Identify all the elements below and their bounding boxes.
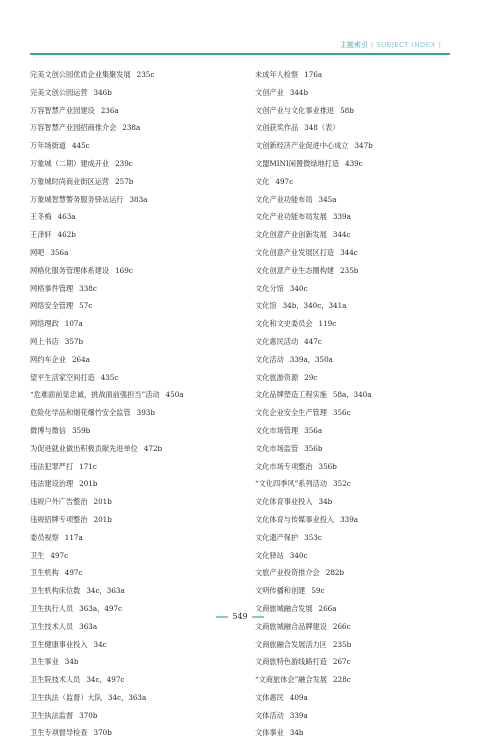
index-entry xyxy=(255,582,455,600)
index-page-ref: 340c xyxy=(289,283,308,293)
index-entry xyxy=(255,226,455,244)
index-term: 卫生专项督导检查 xyxy=(30,728,88,738)
index-page-ref: 119c xyxy=(318,319,337,329)
index-entry xyxy=(255,173,455,191)
index-term: 违法犯罪严打 xyxy=(30,461,74,471)
index-term: 委员视察 xyxy=(30,532,59,542)
index-term: 文创获奖作品 xyxy=(255,123,299,133)
index-entry xyxy=(30,440,230,458)
index-entry xyxy=(30,315,230,333)
index-page-ref: 266a xyxy=(318,603,337,613)
index-entry xyxy=(30,689,230,707)
index-term: 文化创意产业生态圈构建 xyxy=(255,265,335,275)
page-footer xyxy=(0,612,480,621)
index-page-ref: 339a xyxy=(332,212,351,222)
index-entry xyxy=(255,315,455,333)
index-term: 文商旅城融合发展 xyxy=(255,603,313,613)
index-page-ref: 34b，340c，341a xyxy=(282,301,347,311)
index-page-ref: 34b xyxy=(289,728,304,738)
index-term: 望平生活家空间打造 xyxy=(30,372,95,382)
index-page-ref: 235b xyxy=(340,265,359,275)
index-term: 文创新经济产业促进中心成立 xyxy=(255,141,349,151)
index-term: 卫生院技术人员 xyxy=(30,675,81,685)
index-page-ref: 347b xyxy=(354,141,373,151)
index-page-ref: 264a xyxy=(71,354,90,364)
index-entry xyxy=(30,280,230,298)
footer-dash-right xyxy=(252,616,264,618)
index-entry xyxy=(30,564,230,582)
index-column-left xyxy=(30,66,230,742)
index-term: 万容智慧产业园招商推介会 xyxy=(30,123,117,133)
index-term: 文化活动 xyxy=(255,354,284,364)
index-entry xyxy=(255,84,455,102)
index-term: 文体活动 xyxy=(255,710,284,720)
index-page-ref: 266c xyxy=(332,621,351,631)
index-term: 文化馆 xyxy=(255,301,277,311)
index-term: “文商旅体会”融合发展 xyxy=(255,675,328,685)
index-entry xyxy=(30,386,230,404)
index-page-ref: 344c xyxy=(332,230,351,240)
index-term: 完美文创公园运营 xyxy=(30,87,88,97)
index-entry xyxy=(255,547,455,565)
index-term: 王冬梅 xyxy=(30,212,52,222)
index-page-ref: 107a xyxy=(64,319,83,329)
index-entry xyxy=(255,262,455,280)
index-page-ref: 235b xyxy=(332,639,352,649)
index-term: 王泽轩 xyxy=(30,230,52,240)
index-term: 未成年人检察 xyxy=(255,70,299,79)
index-entry xyxy=(255,724,455,742)
index-term: 卫生执法监督 xyxy=(30,710,74,720)
index-page-ref: 383a xyxy=(129,194,148,204)
index-term: 文化驿站 xyxy=(255,550,284,560)
index-page-ref: 257b xyxy=(115,176,134,186)
index-page-ref: 34c，363a xyxy=(107,692,147,702)
index-page-ref: 58a，340a xyxy=(332,390,372,400)
index-page-ref: 363a，497c xyxy=(79,603,123,613)
index-term: 网络理政 xyxy=(30,319,59,329)
index-page-ref: 235c xyxy=(136,70,155,79)
index-term: 文化遗产保护 xyxy=(255,532,299,542)
index-page-ref: 348（表） xyxy=(304,123,340,133)
index-term: 文化企业安全生产管理 xyxy=(255,408,327,418)
index-page-ref: 447c xyxy=(304,336,322,346)
index-entry xyxy=(30,191,230,209)
index-page-ref: 409a xyxy=(289,692,308,702)
index-page-ref: 236a xyxy=(100,105,119,115)
index-entry xyxy=(255,280,455,298)
index-term: 万象城（二期）建成开业 xyxy=(30,158,110,168)
index-page-ref: 370b xyxy=(79,710,98,720)
index-term: 文创产业 xyxy=(255,87,284,97)
index-entry xyxy=(255,671,455,689)
index-page-ref: 344b xyxy=(289,87,309,97)
index-term: 卫生事业 xyxy=(30,657,59,667)
index-page-ref: 450a xyxy=(165,390,184,400)
index-entry xyxy=(255,155,455,173)
index-page-ref: 345a xyxy=(318,194,337,204)
index-term: “危难面前显忠诚，挑战面前强担当”活动 xyxy=(30,390,160,400)
header-end-mark: | xyxy=(438,41,441,49)
index-term: 卫生 xyxy=(30,550,45,560)
footer-dash-left xyxy=(216,616,228,618)
index-entry xyxy=(30,475,230,493)
index-entry xyxy=(255,208,455,226)
index-page-ref: 176a xyxy=(304,70,323,79)
index-term: 文创产业与文化事业推进 xyxy=(255,105,335,115)
index-term: 卫生健康事业投入 xyxy=(30,639,88,649)
index-page-ref: 238a xyxy=(122,123,141,133)
index-entry xyxy=(30,422,230,440)
index-page-ref: 201b xyxy=(93,514,112,524)
index-page-ref: 282b xyxy=(325,568,345,578)
index-term: 网约车企业 xyxy=(30,354,66,364)
index-page-ref: 356c xyxy=(332,408,351,418)
index-term: 网吧 xyxy=(30,247,45,257)
index-entry xyxy=(30,582,230,600)
index-term: 万象城智慧警务服务驿站运行 xyxy=(30,194,124,204)
index-entry xyxy=(255,333,455,351)
index-page-ref: 356a xyxy=(304,425,323,435)
running-header xyxy=(340,40,444,50)
index-entry xyxy=(30,404,230,422)
index-entry xyxy=(255,66,455,84)
index-term: 完美文创公园优质企业集聚发展 xyxy=(30,70,131,79)
index-page-ref: 59c xyxy=(311,586,325,596)
index-page-ref: 239c xyxy=(115,158,133,168)
index-page-ref: 58b xyxy=(340,105,354,115)
index-page-ref: 370b xyxy=(93,728,112,738)
index-term: 文化体育与传媒事业投入 xyxy=(255,514,335,524)
index-term: 文商旅融合发展活力区 xyxy=(255,639,327,649)
index-column-right xyxy=(255,66,455,742)
index-page-ref: 340c xyxy=(289,550,308,560)
index-term: 文化市场监管 xyxy=(255,443,299,453)
index-term: 文旅产业投资推介会 xyxy=(255,568,320,578)
index-entry xyxy=(30,226,230,244)
header-separator: | xyxy=(370,41,374,49)
index-term: 文化市场专项整治 xyxy=(255,461,313,471)
index-entry xyxy=(255,244,455,262)
index-page-ref: 344c xyxy=(340,247,358,257)
index-entry xyxy=(30,458,230,476)
index-entry xyxy=(255,137,455,155)
index-entry xyxy=(30,493,230,511)
index-page-ref: 363a xyxy=(79,621,98,631)
index-term: “文化四季风”系列活动 xyxy=(255,479,328,489)
index-entry xyxy=(255,493,455,511)
index-entry xyxy=(30,66,230,84)
index-term: 万容智慧产业园建设 xyxy=(30,105,95,115)
index-entry xyxy=(255,404,455,422)
index-term: 文化惠民活动 xyxy=(255,336,299,346)
index-term: 违规户外广告整治 xyxy=(30,497,88,507)
index-page-ref: 169c xyxy=(115,265,133,275)
index-entry xyxy=(255,440,455,458)
index-entry xyxy=(255,529,455,547)
index-page-ref: 497c xyxy=(64,568,83,578)
header-title-cn: 主题索引 xyxy=(339,41,368,49)
index-entry xyxy=(30,102,230,120)
index-term: 文化分馆 xyxy=(255,283,284,293)
index-entry xyxy=(30,653,230,671)
index-page-ref: 356a xyxy=(50,247,69,257)
index-term: 文化市场管理 xyxy=(255,425,299,435)
index-page-ref: 356b xyxy=(318,461,337,471)
index-page-ref: 34c xyxy=(93,639,107,649)
header-title-en: SUBJECT INDEX xyxy=(376,41,436,49)
index-page-ref: 346b xyxy=(93,87,112,97)
index-entry xyxy=(30,244,230,262)
index-term: 文化 xyxy=(255,176,270,186)
index-entry xyxy=(255,297,455,315)
index-term: 卫生执行人员 xyxy=(30,603,74,613)
index-page-ref: 352c xyxy=(333,479,351,489)
index-page-ref: 338c xyxy=(79,283,97,293)
index-entry xyxy=(255,102,455,120)
index-term: 为促进就业做出积极贡献先进单位 xyxy=(30,443,138,453)
index-page-ref: 339a xyxy=(340,514,359,524)
index-entry xyxy=(255,689,455,707)
header-rule xyxy=(30,53,450,55)
index-page-ref: 117a xyxy=(64,532,83,542)
index-entry xyxy=(30,84,230,102)
index-page-ref: 171c xyxy=(79,461,97,471)
index-entry xyxy=(30,173,230,191)
index-entry xyxy=(255,475,455,493)
index-page-ref: 393b xyxy=(136,408,155,418)
index-page-ref: 201b xyxy=(79,479,98,489)
index-term: 微博与微信 xyxy=(30,425,66,435)
index-page-ref: 463a xyxy=(57,212,76,222)
index-page-ref: 34b xyxy=(64,657,79,667)
index-entry xyxy=(255,707,455,725)
index-page-ref: 29c xyxy=(304,372,318,382)
index-entry xyxy=(255,386,455,404)
index-term: 文商旅特色游线路打造 xyxy=(255,657,327,667)
index-page-ref: 462b xyxy=(57,230,76,240)
index-page-ref: 228c xyxy=(333,675,351,685)
index-entry xyxy=(30,511,230,529)
index-entry xyxy=(255,119,455,137)
index-entry xyxy=(255,458,455,476)
index-term: 文盟MINI闲置微绿地打造 xyxy=(255,158,340,168)
index-term: 文化创意产业创新发展 xyxy=(255,230,327,240)
index-term: 文化产业功能布局发展 xyxy=(255,212,327,222)
index-entry xyxy=(255,422,455,440)
index-term: 文体惠民 xyxy=(255,692,284,702)
index-page-ref: 357b xyxy=(64,336,84,346)
index-entry xyxy=(30,369,230,387)
index-term: 文化体育事业投入 xyxy=(255,497,313,507)
index-page-ref: 201b xyxy=(93,497,112,507)
index-page-ref: 472b xyxy=(143,443,163,453)
index-page-ref: 435c xyxy=(100,372,119,382)
index-term: 网格事件管理 xyxy=(30,283,74,293)
index-entry xyxy=(30,351,230,369)
index-entry xyxy=(30,671,230,689)
index-term: 文明传播和创建 xyxy=(255,586,306,596)
index-page-ref: 439c xyxy=(345,158,363,168)
index-page-ref: 359b xyxy=(71,425,91,435)
index-term: 网上书店 xyxy=(30,336,59,346)
index-page-ref: 339a，350a xyxy=(289,354,333,364)
index-term: 文化品牌塑造工程实施 xyxy=(255,390,327,400)
index-term: 危险化学品和烟花爆竹安全监管 xyxy=(30,408,131,418)
index-term: 文商旅城融合品牌建设 xyxy=(255,621,327,631)
index-page-ref: 34c，497c xyxy=(86,675,125,685)
index-entry xyxy=(30,333,230,351)
index-term: 卫生执法（监督）大队 xyxy=(30,692,102,702)
index-entry xyxy=(255,564,455,582)
index-entry xyxy=(30,262,230,280)
index-entry xyxy=(255,369,455,387)
index-term: 卫生机构 xyxy=(30,568,59,578)
page-number: 549 xyxy=(232,612,248,621)
index-page-ref: 34c，363a xyxy=(86,586,125,596)
index-entry xyxy=(30,137,230,155)
index-entry xyxy=(30,529,230,547)
index-term: 网络安全管理 xyxy=(30,301,74,311)
index-page-ref: 353c xyxy=(304,532,322,542)
index-page-ref: 339a xyxy=(289,710,308,720)
index-page-ref: 267c xyxy=(332,657,351,667)
index-page-ref: 445c xyxy=(71,141,90,151)
index-page-ref: 34b xyxy=(318,497,333,507)
index-entry xyxy=(30,155,230,173)
index-term: 违法建设治理 xyxy=(30,479,74,489)
index-term: 违规招牌专项整治 xyxy=(30,514,88,524)
index-term: 万年场街道 xyxy=(30,141,66,151)
index-term: 文化创意产业发展区打造 xyxy=(255,247,335,257)
index-term: 网格化服务管理体系建设 xyxy=(30,265,110,275)
index-page-ref: 57c xyxy=(79,301,93,311)
index-term: 文化和文史委员会 xyxy=(255,319,313,329)
index-term: 卫生机构床位数 xyxy=(30,586,81,596)
index-entry xyxy=(255,511,455,529)
index-entry xyxy=(30,547,230,565)
index-entry xyxy=(30,297,230,315)
index-entry xyxy=(255,191,455,209)
index-term: 文体事业 xyxy=(255,728,284,738)
index-term: 万象城时尚商业街区运营 xyxy=(30,176,110,186)
index-entry xyxy=(30,208,230,226)
index-entry xyxy=(30,724,230,742)
index-term: 文化旅游资源 xyxy=(255,372,299,382)
index-entry xyxy=(30,119,230,137)
index-term: 卫生技术人员 xyxy=(30,621,74,631)
index-page-ref: 497c xyxy=(275,176,294,186)
index-page-ref: 356b xyxy=(304,443,323,453)
index-entry xyxy=(30,707,230,725)
index-entry xyxy=(255,653,455,671)
index-entry xyxy=(255,351,455,369)
index-term: 文化产业功能布局 xyxy=(255,194,313,204)
index-page-ref: 497c xyxy=(50,550,69,560)
